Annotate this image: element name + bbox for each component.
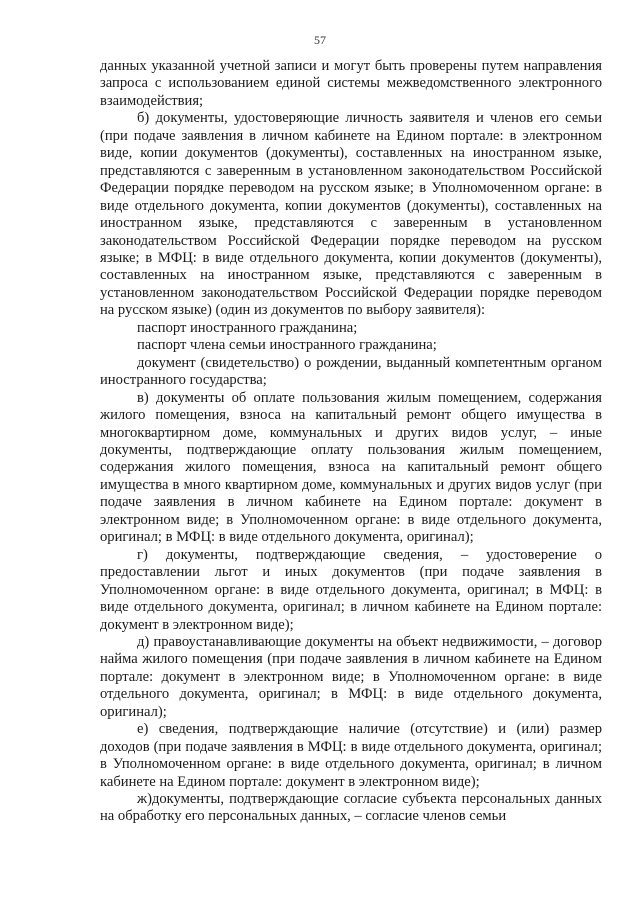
list-item-birth-certificate: документ (свидетельство) о рождении, выданный компетентным органом иностранного государства;	[100, 354, 602, 389]
paragraph-item-e: е) сведения, подтверждающие наличие (отсутствие) и (или) размер доходов (при подаче заявления в МФЦ: в виде отдельного документа, оригинал; в Уполномоченном органе: в виде отдельного документа, оригинал; в личном кабинете на Едином портале: документ в электронном виде);	[100, 721, 602, 790]
paragraph-item-g: г) документы, подтверждающие сведения, – удостоверение о предоставлении льгот и иных документов (при подаче заявления в Уполномоченном органе: в виде отдельного документа, оригинал; в МФЦ: в виде отдельного документа, оригинал; в личном кабинете на Едином портале: документ в электронном виде);	[100, 546, 602, 633]
paragraph-item-v: в) документы об оплате пользования жилым помещением, содержания жилого помещения, взноса на капитальный ремонт общего имущества в многоквартирном доме, коммунальных и других видов услуг, – иные документы, подтверждающие оплату пользования жилым помещением, содержания жилого помещения, взноса на капитальный ремонт общего имущества в много квартирном доме, коммунальных и других видов услуг (при подаче заявления в личном кабинете на Едином портале: документ в электронном виде; в Уполномоченном органе: в виде отдельного документа, оригинал; в МФЦ: в виде отдельного документа, оригинал);	[100, 389, 602, 546]
paragraph-item-d: д) правоустанавливающие документы на объект недвижимости, – договор найма жилого помещения (при подаче заявления в личном кабинете на Едином портале: документ в электронном виде; в Уполномоченном органе: в виде отдельного документа, оригинал; в МФЦ: в виде отдельного документа, оригинал);	[100, 633, 602, 720]
page-number: 57	[314, 33, 326, 47]
paragraph-item-zh: ж)документы, подтверждающие согласие субъекта персональных данных на обработку его персональных данных, – согласие членов семьи	[100, 791, 602, 825]
paragraph-continuation: данных указанной учетной записи и могут быть проверены путем направления запроса с использованием единой системы межведомственного электронного взаимодействия;	[100, 58, 602, 109]
paragraph-item-b: б) документы, удостоверяющие личность заявителя и членов его семьи (при подаче заявления в личном кабинете на Едином портале: в электронном виде, копии документов (документы), составленных на иностранном языке, представляются с заверенным в установленном законодательством Российской Федерации порядке переводом на русском языке; в Уполномоченном органе: в виде отдельного документа, копии документов (документы), составленных на иностранном языке, представляются с заверенным в установленном законодательством Российской Федерации порядке переводом на русском языке; в МФЦ: в виде отдельного документа, копии документов (документы), составленных на иностранном языке, представляются с заверенным в установленном законодательством Российской Федерации порядке переводом на русском языке) (один из документов по выбору заявителя):	[100, 110, 602, 319]
list-item-passport-foreign-citizen: паспорт иностранного гражданина;	[137, 319, 358, 336]
document-body	[100, 58, 602, 826]
list-item-passport-family-member: паспорт члена семьи иностранного гражданина;	[137, 337, 437, 354]
